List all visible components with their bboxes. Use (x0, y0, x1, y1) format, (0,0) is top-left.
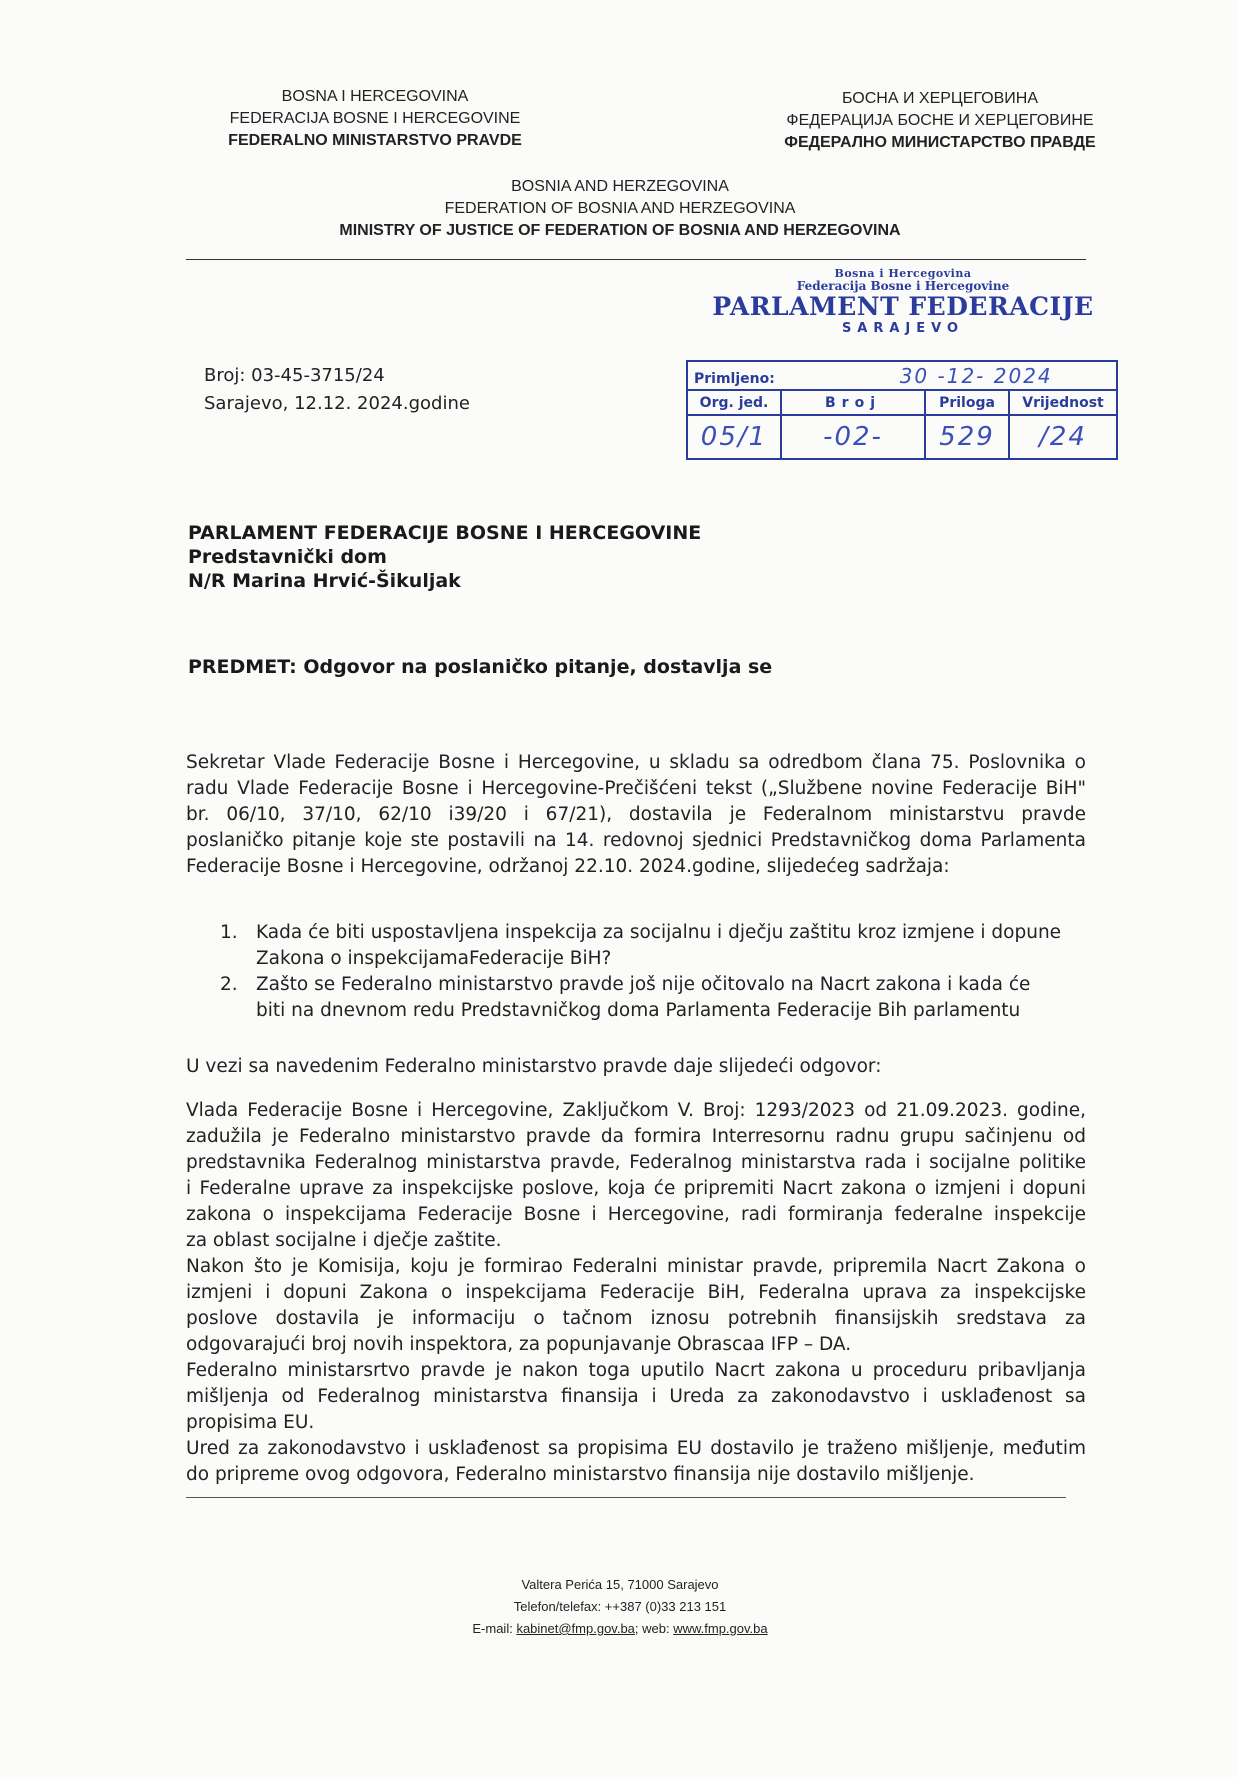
footer-web-link[interactable]: www.fmp.gov.ba (673, 1621, 768, 1636)
recipient-line-2: Predstavnički dom (188, 546, 387, 568)
paragraph-status (186, 1436, 1086, 1488)
header-center-line-1: BOSNIA AND HERZEGOVINA (511, 178, 729, 195)
paragraph-answer-line: zadužila je Federalno ministarstvo pravde da formira Interresornu radnu grupu sačinjenu od (186, 1126, 1086, 1147)
footer (400, 1574, 840, 1640)
paragraph-intro-line-2: radu Vlade Federacije Bosne i Hercegovine-Prečišćeni tekst („Službene novine Federacije BiH" (186, 778, 1086, 799)
stamp-table (686, 360, 1118, 460)
paragraph-answer (186, 1098, 1086, 1436)
paragraph-response-intro-line: U vezi sa navedenim Federalno ministarstvo pravde daje slijedeći odgovor: (186, 1056, 882, 1077)
header-left-line-1: BOSNA I HERCEGOVINA (281, 88, 469, 105)
paragraph-response-intro (186, 1054, 1086, 1080)
question-item (220, 972, 1061, 1024)
header-divider (186, 259, 1086, 260)
paragraph-intro-line-1: Sekretar Vlade Federacije Bosne i Hercegovine, u skladu sa odredbom člana 75. Poslovnika o (186, 752, 1086, 773)
stamp-col-broj: Broj (781, 390, 925, 415)
question-number: 2. (220, 974, 238, 995)
question-line: Zašto se Federalno ministarstvo pravde još nije očitovalo na Nacrt zakona i kada će (256, 974, 1031, 995)
paragraph-answer-line: izmjeni i dopuni Zakona o inspekcijama Federacije BiH, Federalna uprava za inspekcijske (186, 1282, 1086, 1303)
stamp-received-cell (687, 361, 1117, 390)
reference-number: Broj: 03-45-3715/24 (204, 365, 385, 386)
reference-date: Sarajevo, 12.12. 2024.godine (204, 393, 470, 414)
question-item (220, 920, 1061, 972)
recipient-line-1: PARLAMENT FEDERACIJE BOSNE I HERCEGOVINE (188, 522, 702, 544)
stamp-val-org: 05/1 (687, 415, 781, 459)
footer-email-label: E-mail: (472, 1621, 517, 1636)
stamp-received-date: 30 -12- 2024 (899, 363, 1053, 388)
stamp-line-1: Bosna i Hercegovina (834, 267, 972, 280)
paragraph-intro-line-5: Federacije Bosne i Hercegovine, održanoj 22.10. 2024.godine, slijedećeg sadržaja: (186, 856, 950, 877)
paragraph-status-line: Ured za zakonodavstvo i usklađenost sa propisima EU dostavilo je traženo mišljenje, međutim (186, 1438, 1086, 1459)
header-right-line-2: ФЕДЕРАЦИЈА БОСНЕ И ХЕРЦЕГОВИНЕ (786, 112, 1094, 129)
question-line: Zakona o inspekcijamaFederacije BiH? (256, 948, 612, 969)
stamp-received-label: Primljeno: (694, 370, 775, 387)
paragraph-answer-line: i Federalne uprave za inspekcijske poslove, koja će pripremiti Nacrt zakona o izmjeni i dopuni (186, 1178, 1086, 1199)
paragraph-status-line: do pripreme ovog odgovora, Federalno ministarstvo finansija nije dostavilo mišljenje. (186, 1464, 975, 1485)
stamp-title: PARLAMENT FEDERACIJE (712, 292, 1094, 321)
stamp-val-vrijednost: /24 (1009, 415, 1117, 459)
recipient-line-3: N/R Marina Hrvić-Šikuljak (188, 570, 461, 592)
recipient-block (188, 521, 701, 593)
header-left-line-2: FEDERACIJA BOSNE I HERCEGOVINE (229, 110, 521, 127)
question-number: 1. (220, 922, 238, 943)
question-line: biti na dnevnom redu Predstavničkog doma Parlamenta Federacije Bih parlamentu (256, 1000, 1021, 1021)
reference-block (204, 362, 470, 418)
stamp-col-org: Org. jed. (687, 390, 781, 415)
header-center-line-3: MINISTRY OF JUSTICE OF FEDERATION OF BOSNIA AND HERZEGOVINA (339, 222, 901, 239)
stamp-col-vrijednost: Vrijednost (1009, 390, 1117, 415)
footer-web-label: ; web: (634, 1621, 674, 1636)
header-right-cyrillic (740, 88, 1140, 154)
footer-contact (400, 1618, 840, 1640)
footer-address: Valtera Perića 15, 71000 Sarajevo (521, 1577, 719, 1592)
questions-list (220, 920, 1061, 1024)
header-center-english (300, 176, 940, 242)
paragraph-intro-line-3: br. 06/10, 37/10, 62/10 i39/20 i 67/21), dostavila je Federalnom ministarstvu pravde (186, 804, 1086, 825)
paragraph-answer-line: zakona o inspekcijama Federacije Bosne i Hercegovine, radi formiranja federalne inspekcije (186, 1204, 1086, 1225)
paragraph-answer-line: predstavnika Federalnog ministarstva pravde, Federalnog ministarstva rada i socijalne politike (186, 1152, 1086, 1173)
header-left-line-3: FEDERALNO MINISTARSTVO PRAVDE (228, 132, 522, 149)
paragraph-intro (186, 750, 1086, 880)
footer-email-link[interactable]: kabinet@fmp.gov.ba (516, 1621, 635, 1636)
paragraph-answer-line: Nakon što je Komisija, koju je formirao Federalni ministar pravde, pripremila Nacrt Zakona o (186, 1256, 1086, 1277)
paragraph-answer-line: mišljenja od Federalnog ministarstva finansija i Ureda za zakonodavstvo i usklađenost sa (186, 1386, 1086, 1407)
paragraph-answer-line: poslove dostavila je informaciju o tačnom iznosu potrebnih finansijskih sredstava za (186, 1308, 1086, 1329)
paragraph-answer-line: Vlada Federacije Bosne i Hercegovine, Zaključkom V. Broj: 1293/2023 od 21.09.2023. godine, (186, 1100, 1086, 1121)
stamp-line-2: Federacija Bosne i Hercegovine (796, 279, 1010, 293)
header-right-line-3: ФЕДЕРАЛНО МИНИСТАРСТВО ПРАВДЕ (784, 134, 1096, 151)
stamp-city: SARAJEVO (841, 321, 965, 336)
paragraph-answer-line: za oblast socijalne i dječje zaštite. (186, 1230, 502, 1251)
paragraph-intro-line-4: poslaničko pitanje koje ste postavili na 14. redovnoj sjednici Predstavničkog doma Parlamenta (186, 830, 1086, 851)
footer-divider (186, 1497, 1066, 1498)
subject-line: PREDMET: Odgovor na poslaničko pitanje, dostavlja se (188, 656, 773, 678)
header-left-latin (175, 86, 575, 152)
paragraph-answer-line: propisima EU. (186, 1412, 315, 1433)
header-right-line-1: БОСНА И ХЕРЦЕГОВИНА (841, 90, 1039, 107)
paragraph-answer-line: odgovarajući broj novih inspektora, za popunjavanje Obrascaa IFP – DA. (186, 1334, 852, 1355)
question-line: Kada će biti uspostavljena inspekcija za socijalnu i dječju zaštitu kroz izmjene i dopune (256, 922, 1062, 943)
received-stamp (686, 268, 1120, 478)
stamp-val-priloga: 529 (925, 415, 1009, 459)
footer-phone: Telefon/telefax: ++387 (0)33 213 151 (513, 1599, 727, 1614)
paragraph-answer-line: Federalno ministarsrtvo pravde je nakon toga uputilo Nacrt zakona u proceduru pribavljanja (186, 1360, 1086, 1381)
stamp-col-priloga: Priloga (925, 390, 1009, 415)
header-center-line-2: FEDERATION OF BOSNIA AND HERZEGOVINA (444, 200, 796, 217)
stamp-val-broj: -02- (781, 415, 925, 459)
